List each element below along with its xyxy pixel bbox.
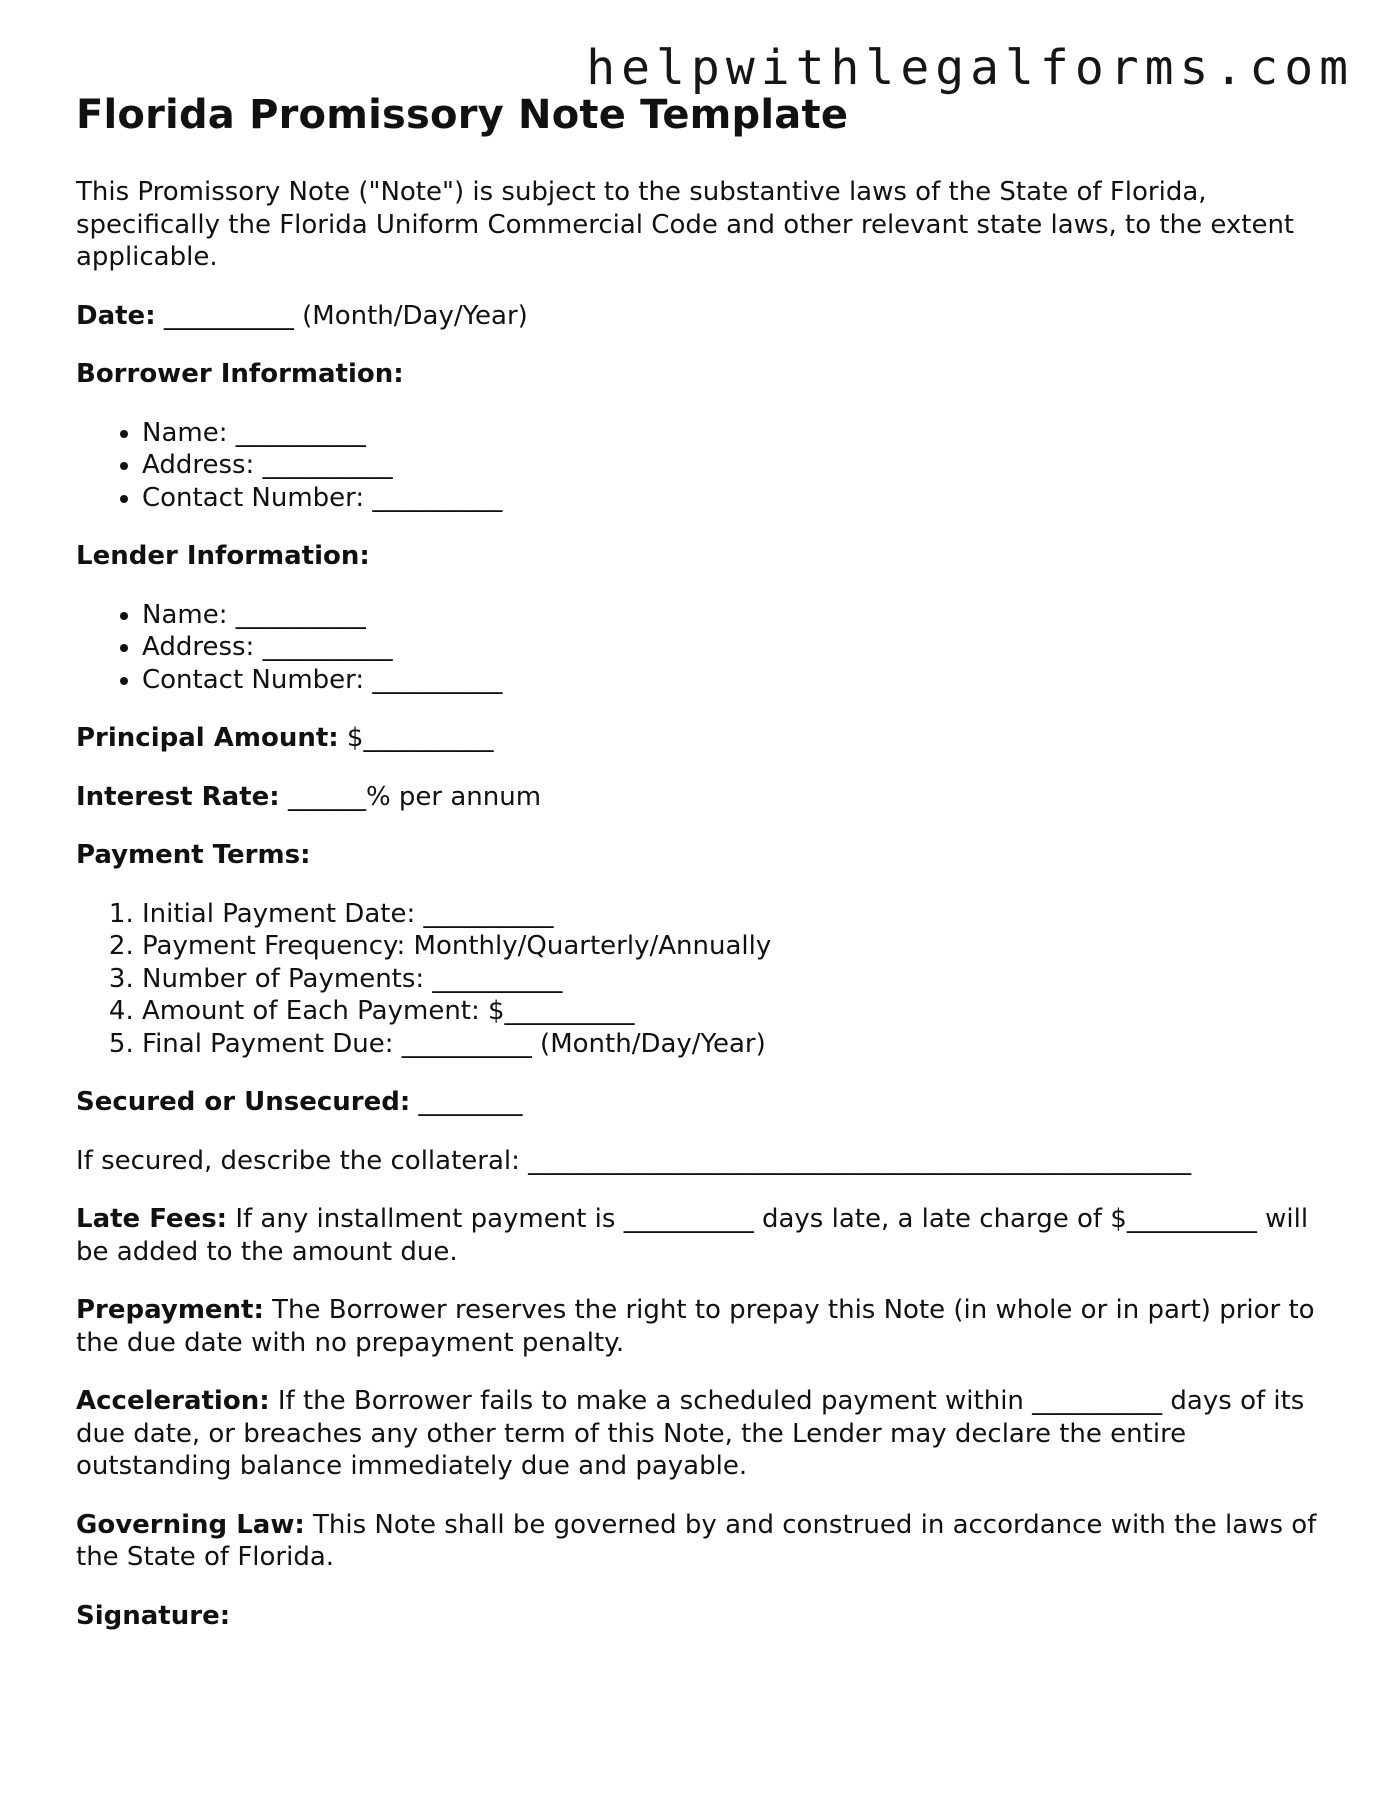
page-title: Florida Promissory Note Template: [76, 92, 849, 138]
payment-term-item: 3. Number of Payments: __________: [142, 963, 1326, 996]
document-body: [76, 176, 1326, 1658]
lender-heading-text: Lender Information:: [76, 541, 370, 571]
payment-terms-list: [76, 898, 1326, 1061]
borrower-contact-item: • Contact Number: __________: [142, 482, 1326, 515]
borrower-address-item: • Address: __________: [142, 449, 1326, 482]
collateral-line: If secured, describe the collateral: ___________________________________________________: [76, 1145, 1192, 1176]
governing-law-paragraph: [76, 1509, 1326, 1574]
lender-name-item: • Name: __________: [142, 599, 1326, 632]
signature-label: Signature:: [76, 1600, 231, 1631]
payment-term-item: 2. Payment Frequency: Monthly/Quarterly/Annually: [142, 930, 1326, 963]
prepayment-label: Prepayment:: [76, 1295, 264, 1325]
watermark: helpwithlegalforms.com: [586, 40, 1354, 96]
payment-term-item: 4. Amount of Each Payment: $__________: [142, 995, 1326, 1028]
late-fees-text: If any installment payment is __________ days late, a late charge of $__________ will be added to the amount due.: [76, 1204, 1309, 1267]
secured-label: Secured or Unsecured:: [76, 1087, 411, 1117]
payment-terms-heading: [76, 839, 1326, 872]
governing-law-text: This Note shall be governed by and construed in accordance with the laws of the State of Florida.: [76, 1509, 1317, 1572]
borrower-list: [76, 417, 1326, 515]
secured-line: [76, 1086, 1326, 1119]
acceleration-paragraph: [76, 1385, 1326, 1483]
late-fees-paragraph: [76, 1203, 1326, 1268]
signature-line: [76, 1600, 1326, 1633]
interest-line: [76, 781, 1326, 814]
date-value: __________ (Month/Day/Year): [155, 300, 528, 331]
governing-law-label: Governing Law:: [76, 1509, 305, 1540]
principal-value: $__________: [338, 723, 494, 753]
intro-paragraph: This Promissory Note ("Note") is subject to the substantive laws of the State of Florida, specifically the Florida Uniform Commercial Code and other relevant state laws, to the extent applicable.: [76, 177, 1295, 272]
prepayment-paragraph: [76, 1294, 1326, 1359]
lender-contact-item: • Contact Number: __________: [142, 664, 1326, 697]
lender-list: [76, 599, 1326, 697]
lender-address-item: • Address: __________: [142, 631, 1326, 664]
acceleration-label: Acceleration:: [76, 1386, 270, 1416]
payment-term-item: 1. Initial Payment Date: __________: [142, 898, 1326, 931]
date-line: [76, 300, 1326, 333]
late-fees-label: Late Fees:: [76, 1204, 228, 1234]
payment-term-item: 5. Final Payment Due: __________ (Month/Day/Year): [142, 1028, 1326, 1061]
interest-label: Interest Rate:: [76, 781, 280, 812]
lender-heading: [76, 540, 1326, 573]
borrower-heading-text: Borrower Information:: [76, 359, 404, 389]
secured-value: ________: [410, 1087, 523, 1117]
prepayment-text: The Borrower reserves the right to prepay this Note (in whole or in part) prior to the due date with no prepayment penalty.: [76, 1295, 1315, 1358]
borrower-heading: [76, 358, 1326, 391]
interest-value: ______% per annum: [279, 781, 542, 812]
principal-line: [76, 722, 1326, 755]
payment-terms-heading-text: Payment Terms:: [76, 840, 311, 870]
acceleration-text: If the Borrower fails to make a scheduled payment within __________ days of its due date, or breaches any other term of this Note, the Lender may declare the entire outstanding balance immediately due and payable.: [76, 1386, 1305, 1481]
borrower-name-item: • Name: __________: [142, 417, 1326, 450]
date-label: Date:: [76, 300, 156, 331]
principal-label: Principal Amount:: [76, 723, 339, 753]
